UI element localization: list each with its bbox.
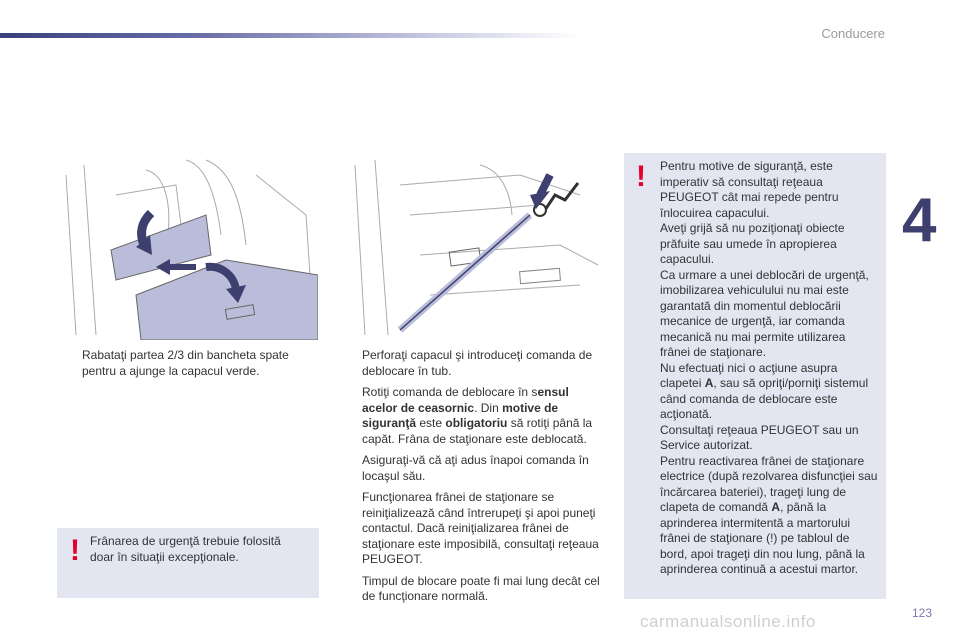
list-item <box>60 348 310 379</box>
page-number: 123 <box>912 606 933 620</box>
bold-text: motive de siguranţă <box>362 400 559 430</box>
text-fragment: , sau să opriţi/porniţi sistemul când comanda de deblocare este acţionată. <box>660 376 869 421</box>
text-fragment: Nu efectuaţi nici o acţiune asupra clapetei <box>660 360 838 390</box>
bold-text: A <box>771 500 781 514</box>
text-fragment: , până la aprinderea intermitentă a martorului frânei de staţionare (!) pe tabloul de bord, apoi trageţi din nou lung, până la aprinderea continuă a acestui martor. <box>660 500 865 576</box>
chapter-number: 4 <box>902 186 937 255</box>
emergency-braking-note <box>57 528 319 598</box>
list-item-text: Funcţionarea frânei de staţionare se reiniţializează când întrerupeţi şi apoi puneţi contactul. Dacă reiniţializarea frânei de staţionare este imposibilă, consultaţi reţeaua PEUGEOT. <box>362 490 599 566</box>
bold-text: A <box>704 376 714 390</box>
list-item-text: Asiguraţi-vă că aţi adus înapoi comanda în locaşul său. <box>362 453 589 483</box>
note-paragraph <box>660 454 878 578</box>
note-paragraph: Consultaţi reţeaua PEUGEOT sau un Service autorizat. <box>660 422 859 452</box>
rear-seat-drawing <box>56 155 318 340</box>
bold-text: obligatoriu <box>445 416 508 430</box>
watermark: carmanualsonline.info <box>640 612 816 631</box>
list-item-text: Perforaţi capacul şi introduceţi comanda de deblocare în tub. <box>362 348 593 378</box>
list-item-text: Rabataţi partea 2/3 din bancheta spate pentru a ajunge la capacul verde. <box>82 348 289 378</box>
text-fragment: este <box>416 416 446 430</box>
text-fragment: Pentru reactivarea frânei de staţionare electrice (după rezolvarea disfuncţiei sau încărcarea bateriei), trageţi lung de clapeta de comandă <box>660 453 878 514</box>
text-fragment: Rotiţi comanda de deblocare în s <box>362 385 538 399</box>
list-item <box>340 453 605 484</box>
note-paragraph: Aveţi grijă să nu poziţionaţi obiecte prăfuite sau umede în apropierea capacului. <box>660 221 845 266</box>
illustration-rear-seat <box>56 155 318 340</box>
list-item <box>340 385 605 447</box>
note-paragraph: Pentru motive de siguranţă, este imperativ să consultaţi reţeaua PEUGEOT cât mai repede pentru înlocuirea capacului. <box>660 159 839 220</box>
list-item <box>340 574 605 605</box>
warning-icon: ! <box>636 160 646 193</box>
text-fragment: . Din <box>474 400 503 415</box>
list-item <box>340 348 605 379</box>
note-paragraph <box>660 361 878 423</box>
text-fragment: să rotiţi până la capăt. Frâna de staţionare este deblocată. <box>362 416 593 446</box>
safety-warning-note <box>624 153 886 599</box>
release-instructions <box>340 348 605 611</box>
header-gradient-bar <box>0 33 580 38</box>
note-text: Frânarea de urgenţă trebuie folosită doar în situaţii excepţionale. <box>90 534 281 564</box>
note-paragraph: Ca urmare a unei deblocări de urgenţă, imobilizarea vehiculului nu mai este garantată din momentul deblocării mecanice de urgenţă, iar comanda mecanică nu mai permite utilizarea frânei de staţionare. <box>660 267 869 359</box>
list-item <box>340 490 605 568</box>
release-tool-drawing <box>340 155 602 340</box>
warning-icon: ! <box>70 534 80 567</box>
section-title: Conducere <box>821 26 885 41</box>
list-item-text: Timpul de blocare poate fi mai lung decât cel de funcţionare normală. <box>362 573 600 603</box>
left-instructions <box>60 348 310 385</box>
illustration-release-tool <box>340 155 602 340</box>
bold-text: ensul acelor de ceasornic <box>362 385 569 415</box>
